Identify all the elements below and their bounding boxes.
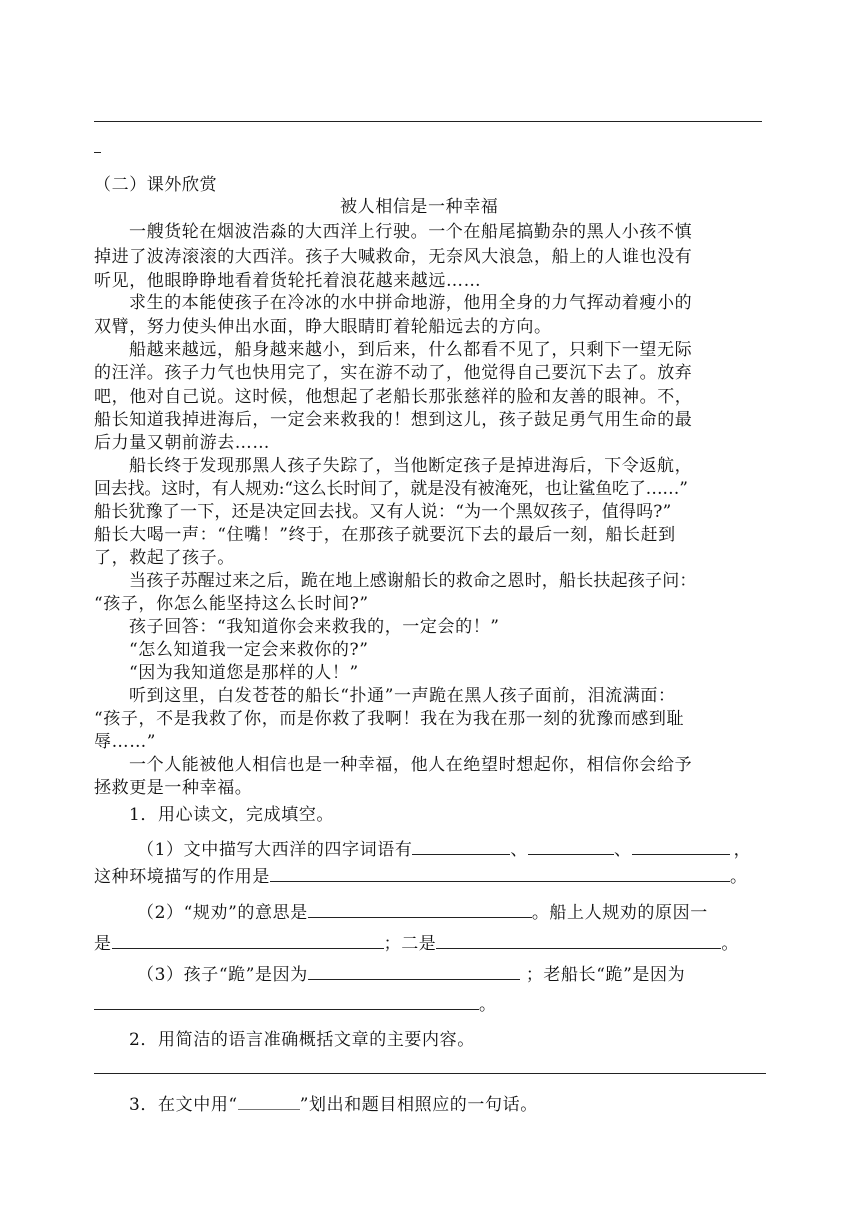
article-line: 吧，他对自己说。这时候，他想起了老船长那张慈祥的脸和友善的眼神。不， xyxy=(94,387,693,407)
question-1-3-line-b xyxy=(94,990,497,1015)
article-line: “孩子，不是我救了你，而是你救了我啊！我在为我在那一刻的犹豫而感到耻 xyxy=(94,709,685,729)
section-title: （二）课外欣赏 xyxy=(94,175,218,195)
question-1-2-line-b xyxy=(94,929,739,954)
article-line: 船长犹豫了一下，还是决定回去找。又有人说：“为一个黑奴孩子，值得吗?” xyxy=(94,502,672,522)
answer-line-q2[interactable] xyxy=(94,1073,766,1074)
question-1-2-prompt-tail: 。船上人规劝的原因一 xyxy=(531,903,708,923)
answer-blank-5[interactable] xyxy=(308,899,532,918)
punctuation: 。 xyxy=(721,934,740,954)
question-1-2-prompt: （2）“规劝”的意思是 xyxy=(137,903,308,923)
question-1-3-prompt: （3）孩子“跪”是因为 xyxy=(137,965,308,985)
separator: 、 xyxy=(510,840,529,860)
separator: 、 xyxy=(614,840,632,860)
underline-sample xyxy=(238,1091,300,1110)
article-line: 船越来越远，船身越来越小，到后来，什么都看不见了，只剩下一望无际 xyxy=(129,340,693,360)
article-line: 的汪洋。孩子力气也快用完了，实在游不动了，他觉得自己要沉下去了。放弃 xyxy=(94,363,693,383)
article-line: 了，救起了孩子。 xyxy=(94,548,235,568)
question-1-2-prompt-b: 是 xyxy=(94,934,112,954)
punctuation: ， xyxy=(733,840,752,860)
answer-blank-6[interactable] xyxy=(112,930,384,949)
answer-blank-7[interactable] xyxy=(436,930,721,949)
article-line: “怎么知道我一定会来救你的?” xyxy=(129,640,369,660)
article-line: 一艘货轮在烟波浩淼的大西洋上行驶。一个在船尾搞勤杂的黑人小孩不慎 xyxy=(129,222,693,242)
answer-blank-2[interactable] xyxy=(528,836,614,855)
question-1-1-line-b xyxy=(94,862,748,887)
question-1: 1．用心读文，完成填空。 xyxy=(129,805,335,825)
article-line: 船长大喝一声：“住嘴！”终于，在那孩子就要沉下去的最后一刻，船长赶到 xyxy=(94,525,676,545)
question-1-1-line-a xyxy=(137,835,751,860)
article-line: 船长知道我掉进海后，一定会来救我的！想到这儿，孩子鼓足勇气用生命的最 xyxy=(94,410,693,430)
question-1-1-prompt: （1）文中描写大西洋的四字词语有 xyxy=(137,840,413,860)
answer-blank-1[interactable] xyxy=(412,836,510,855)
article-line: 听到这里，白发苍苍的船长“扑通”一声跪在黑人孩子面前，泪流满面： xyxy=(129,686,676,706)
punctuation: 。 xyxy=(730,867,748,887)
article-line: “孩子，你怎么能坚持这么长时间?” xyxy=(94,594,369,614)
answer-blank-3[interactable] xyxy=(632,836,730,855)
question-2: 2．用简洁的语言准确概括文章的主要内容。 xyxy=(129,1030,475,1050)
article-line: 辱……” xyxy=(94,732,157,752)
article-line: 后力量又朝前游去…… xyxy=(94,433,270,453)
answer-blank-4[interactable] xyxy=(270,863,730,882)
article-line: “因为我知道您是那样的人！” xyxy=(129,663,359,683)
article-line: 掉进了波涛滚滚的大西洋。孩子大喊救命，无奈风大浪急，船上的人谁也没有 xyxy=(94,247,693,267)
article-line: 孩子回答：“我知道你会来救我的，一定会的！” xyxy=(129,617,500,637)
article-line: 双臂，努力使头伸出水面，睁大眼睛盯着轮船远去的方向。 xyxy=(94,317,552,337)
article-line: 听见，他眼睁睁地看着货轮托着浪花越来越远…… xyxy=(94,271,482,291)
question-3 xyxy=(129,1090,538,1115)
punctuation: 。 xyxy=(479,995,497,1015)
article-title: 被人相信是一种幸福 xyxy=(340,197,499,217)
question-3-prompt-a: 3．在文中用“ xyxy=(129,1095,238,1115)
answer-blank-8[interactable] xyxy=(308,961,520,980)
stray-mark xyxy=(94,152,101,153)
question-1-3-line-a xyxy=(137,960,685,985)
question-3-prompt-b: ”划出和题目相照应的一句话。 xyxy=(299,1095,538,1115)
article-line: 船长终于发现那黑人孩子失踪了，当他断定孩子是掉进海后，下令返航， xyxy=(129,456,693,476)
question-1-2-prompt-mid: ；二是 xyxy=(383,934,437,954)
question-1-1-prompt-b: 这种环境描写的作用是 xyxy=(94,867,270,887)
article-line: 当孩子苏醒过来之后，跪在地上感谢船长的救命之恩时，船长扶起孩子问： xyxy=(129,571,697,591)
article-line: 一个人能被他人相信也是一种幸福，他人在绝望时想起你，相信你会给予 xyxy=(129,755,693,775)
article-line: 求生的本能使孩子在冷冰的水中拼命地游，他用全身的力气挥动着瘦小的 xyxy=(129,293,693,313)
article-line: 拯救更是一种幸福。 xyxy=(94,778,253,798)
question-1-2-line-a xyxy=(137,898,708,923)
article-line: 回去找。这时，有人规劝:“这么长时间了，就是没有被淹死，也让鲨鱼吃了……” xyxy=(94,479,688,499)
question-1-3-prompt-mid: ；老船长“跪”是因为 xyxy=(525,965,686,985)
header-rule xyxy=(94,121,762,122)
answer-blank-9[interactable] xyxy=(94,991,479,1010)
